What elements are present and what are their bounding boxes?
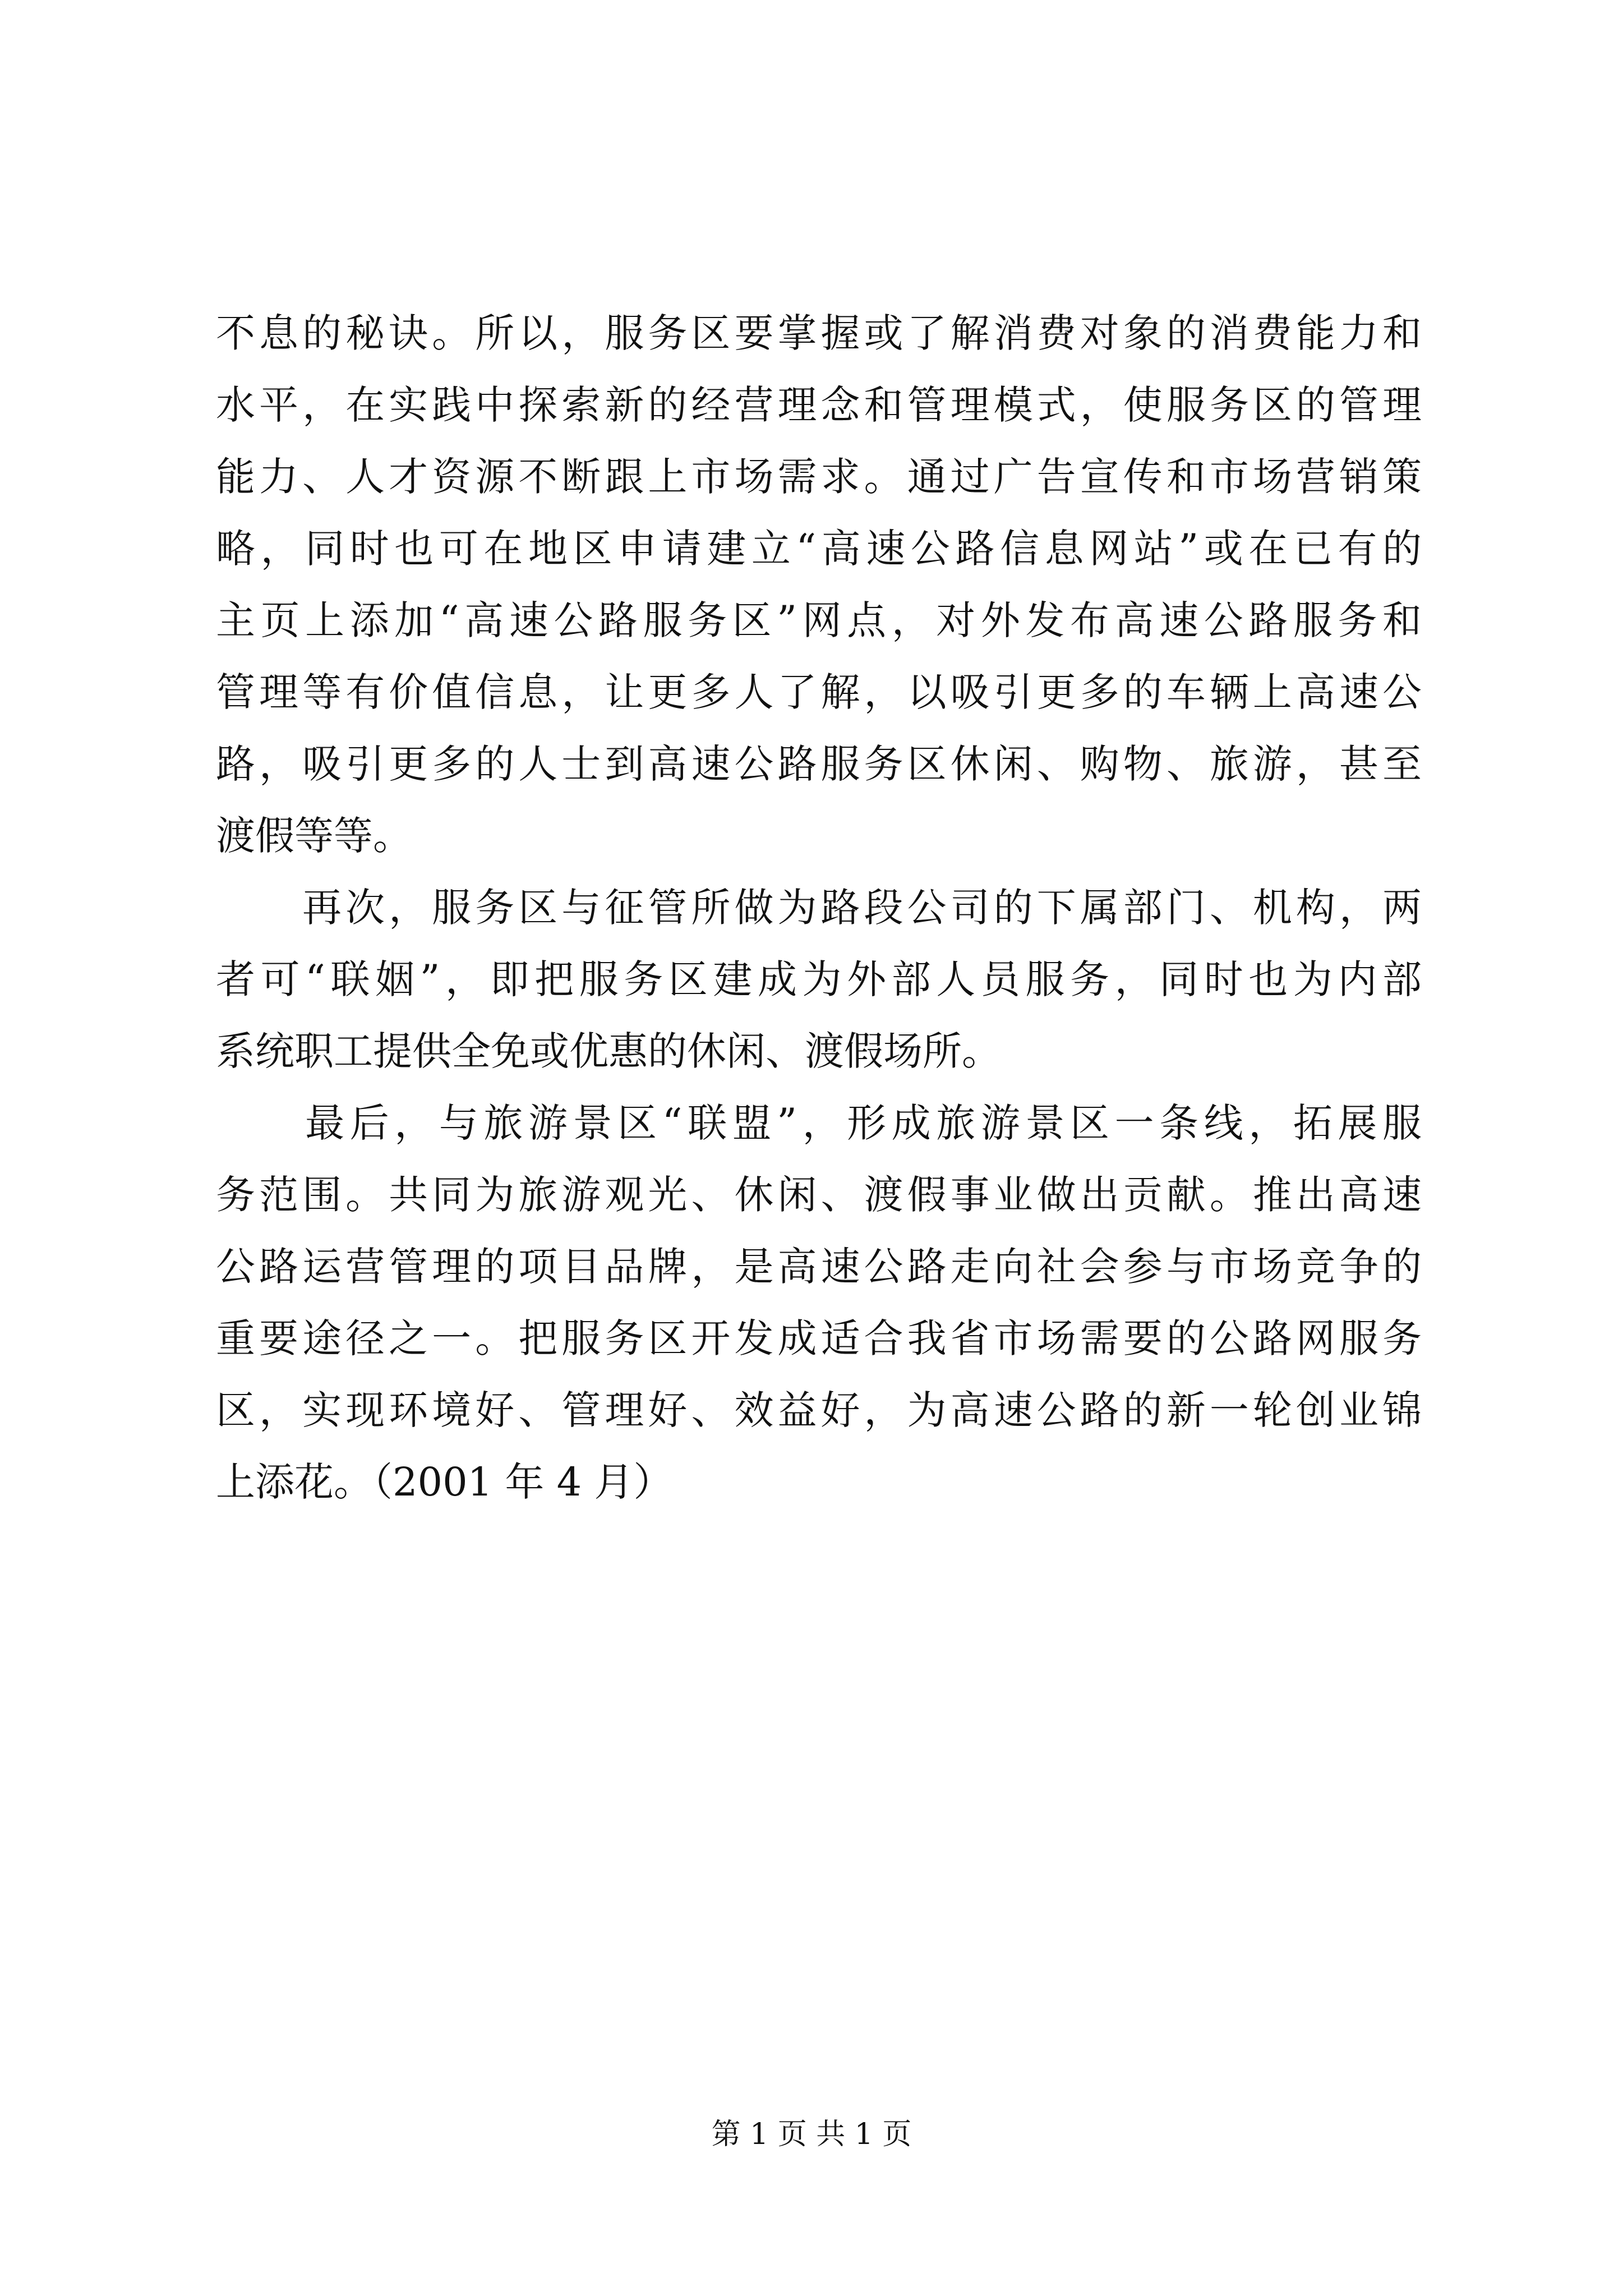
page-footer: 第 1 页 共 1 页 [711, 2118, 912, 2151]
text-line: 最后，与旅游景区“联盟”，形成旅游景区一条线，拓展服 [216, 1100, 1422, 1146]
text-line: 公路运营管理的项目品牌，是高速公路走向社会参与市场竞争的 [216, 1244, 1422, 1290]
text-line: 区，实现环境好、管理好、效益好，为高速公路的新一轮创业锦 [216, 1387, 1422, 1433]
text-line: 主页上添加“高速公路服务区”网点，对外发布高速公路服务和 [216, 597, 1422, 643]
text-line: 路，吸引更多的人士到高速公路服务区休闲、购物、旅游，甚至 [216, 741, 1422, 787]
text-line: 水平，在实践中探索新的经营理念和管理模式，使服务区的管理 [216, 382, 1422, 428]
text-line: 上添花。（2001 年 4 月） [216, 1459, 673, 1505]
text-line: 略，同时也可在地区申请建立“高速公路信息网站”或在已有的 [216, 526, 1422, 572]
text-line: 能力、人才资源不断跟上市场需求。通过广告宣传和市场营销策 [216, 454, 1422, 500]
text-line: 重要途径之一。把服务区开发成适合我省市场需要的公路网服务 [216, 1315, 1422, 1361]
body-text [216, 297, 1422, 1518]
text-line: 不息的秘诀。所以，服务区要掌握或了解消费对象的消费能力和 [216, 310, 1422, 356]
text-line: 再次，服务区与征管所做为路段公司的下属部门、机构，两 [216, 885, 1422, 931]
text-line: 管理等有价值信息，让更多人了解，以吸引更多的车辆上高速公 [216, 669, 1422, 715]
text-line: 务范围。共同为旅游观光、休闲、渡假事业做出贡献。推出高速 [216, 1172, 1422, 1218]
text-line: 系统职工提供全免或优惠的休闲、渡假场所。 [216, 1028, 1001, 1074]
text-line: 渡假等等。 [216, 813, 412, 859]
text-line: 者可“联姻”，即把服务区建成为外部人员服务，同时也为内部 [216, 956, 1422, 1002]
